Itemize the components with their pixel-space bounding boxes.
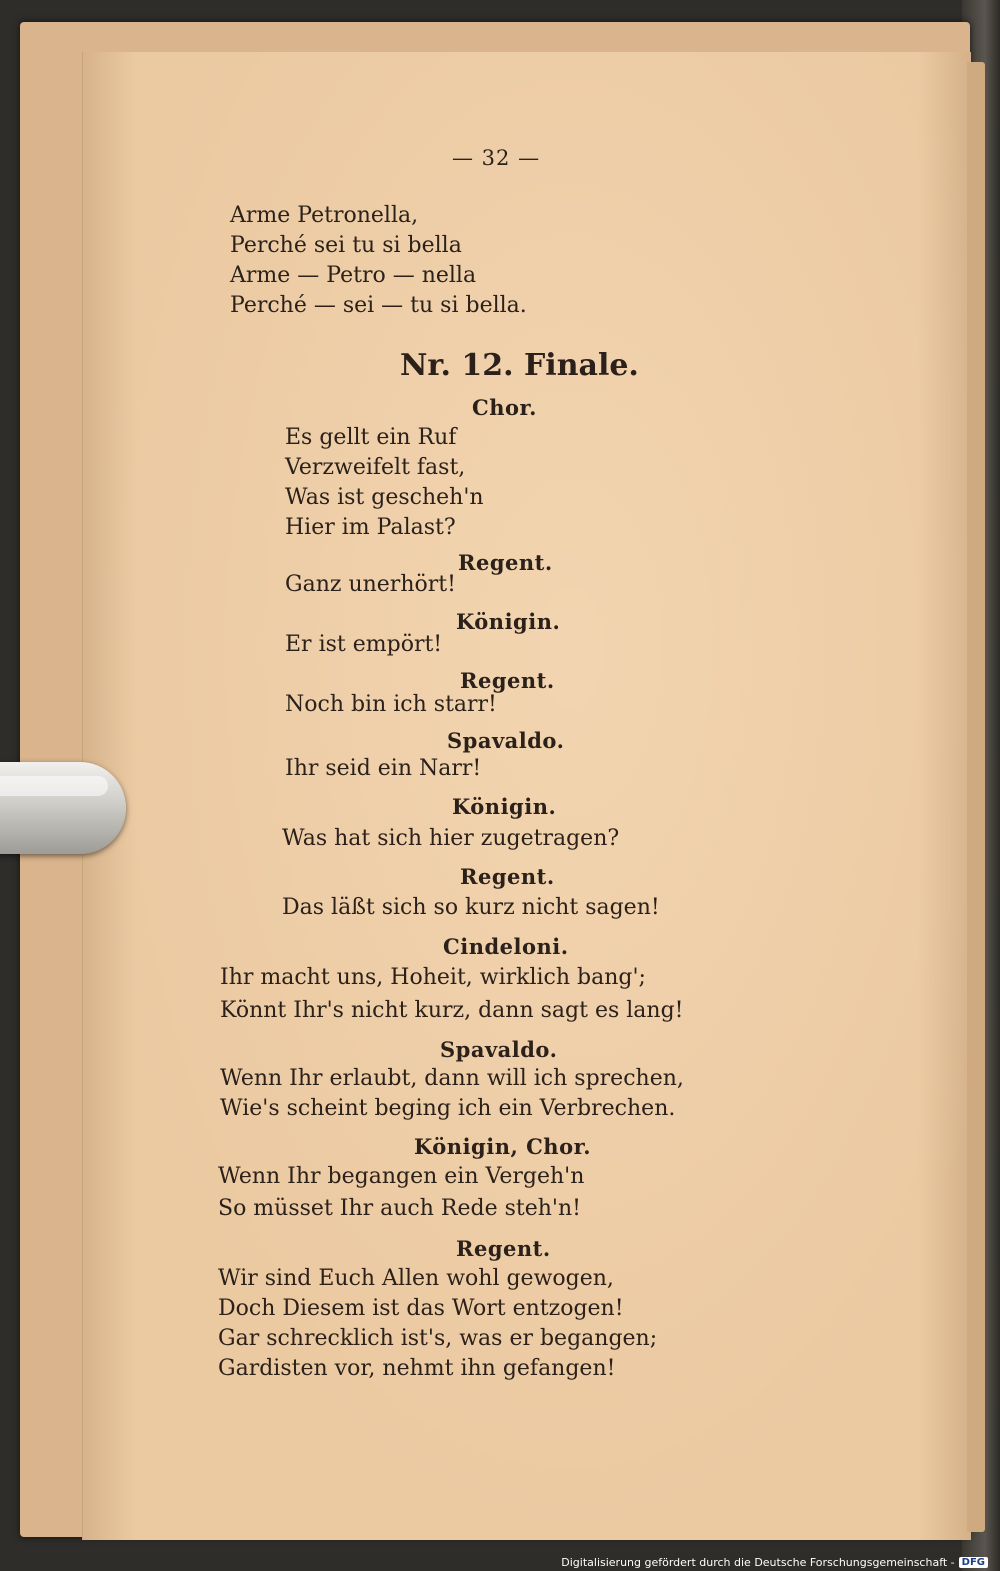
section-heading: Nr. 12. Finale. bbox=[400, 348, 639, 383]
speaker-name: Spavaldo. bbox=[447, 728, 565, 753]
dialogue-line: Gar schrecklich ist's, was er begangen; bbox=[218, 1326, 658, 1351]
verse-line: Perché — sei — tu si bella. bbox=[230, 293, 527, 318]
dialogue-line: Er ist empört! bbox=[285, 632, 443, 657]
page-clip bbox=[0, 762, 126, 854]
page-number: — 32 — bbox=[452, 146, 541, 170]
dialogue-line: Hier im Palast? bbox=[285, 515, 456, 540]
speaker-name: Königin. bbox=[452, 794, 557, 819]
dialogue-line: So müsset Ihr auch Rede steh'n! bbox=[218, 1196, 581, 1221]
dialogue-line: Gardisten vor, nehmt ihn gefangen! bbox=[218, 1356, 616, 1381]
dialogue-line: Verzweifelt fast, bbox=[285, 455, 466, 480]
dialogue-line: Was ist gescheh'n bbox=[285, 485, 484, 510]
dialogue-line: Noch bin ich starr! bbox=[285, 692, 497, 717]
speaker-name: Regent. bbox=[458, 550, 553, 575]
dialogue-line: Wir sind Euch Allen wohl gewogen, bbox=[218, 1266, 614, 1291]
dialogue-line: Es gellt ein Ruf bbox=[285, 425, 457, 450]
dialogue-line: Wenn Ihr erlaubt, dann will ich sprechen, bbox=[220, 1066, 684, 1091]
show-through-text bbox=[583, 242, 883, 1442]
dialogue-line: Wie's scheint beging ich ein Verbrechen. bbox=[220, 1096, 676, 1121]
dialogue-line: Doch Diesem ist das Wort entzogen! bbox=[218, 1296, 624, 1321]
speaker-name: Königin. bbox=[456, 609, 561, 634]
speaker-name: Cindeloni. bbox=[443, 934, 569, 959]
verse-line: Arme — Petro — nella bbox=[230, 263, 477, 288]
verse-line: Arme Petronella, bbox=[230, 203, 419, 228]
dialogue-line: Ganz unerhört! bbox=[285, 572, 456, 597]
dialogue-line: Was hat sich hier zugetragen? bbox=[282, 826, 620, 851]
dialogue-line: Könnt Ihr's nicht kurz, dann sagt es lang! bbox=[220, 998, 684, 1023]
speaker-name: Regent. bbox=[460, 864, 555, 889]
dialogue-line: Wenn Ihr begangen ein Vergeh'n bbox=[218, 1164, 585, 1189]
footer-text: Digitalisierung gefördert durch die Deutsche Forschungsgemeinschaft - bbox=[561, 1555, 955, 1569]
dialogue-line: Ihr seid ein Narr! bbox=[285, 756, 482, 781]
speaker-name: Regent. bbox=[456, 1236, 551, 1261]
digitization-footer bbox=[561, 1553, 988, 1571]
page-edge bbox=[967, 62, 985, 1532]
speaker-name: Chor. bbox=[472, 395, 537, 420]
speaker-name: Spavaldo. bbox=[440, 1037, 558, 1062]
dfg-logo: DFG bbox=[959, 1557, 988, 1568]
verse-line: Perché sei tu si bella bbox=[230, 233, 462, 258]
dialogue-line: Das läßt sich so kurz nicht sagen! bbox=[282, 895, 660, 920]
dialogue-line: Ihr macht uns, Hoheit, wirklich bang'; bbox=[220, 965, 646, 990]
speaker-name: Königin, Chor. bbox=[414, 1134, 592, 1159]
speaker-name: Regent. bbox=[460, 668, 555, 693]
